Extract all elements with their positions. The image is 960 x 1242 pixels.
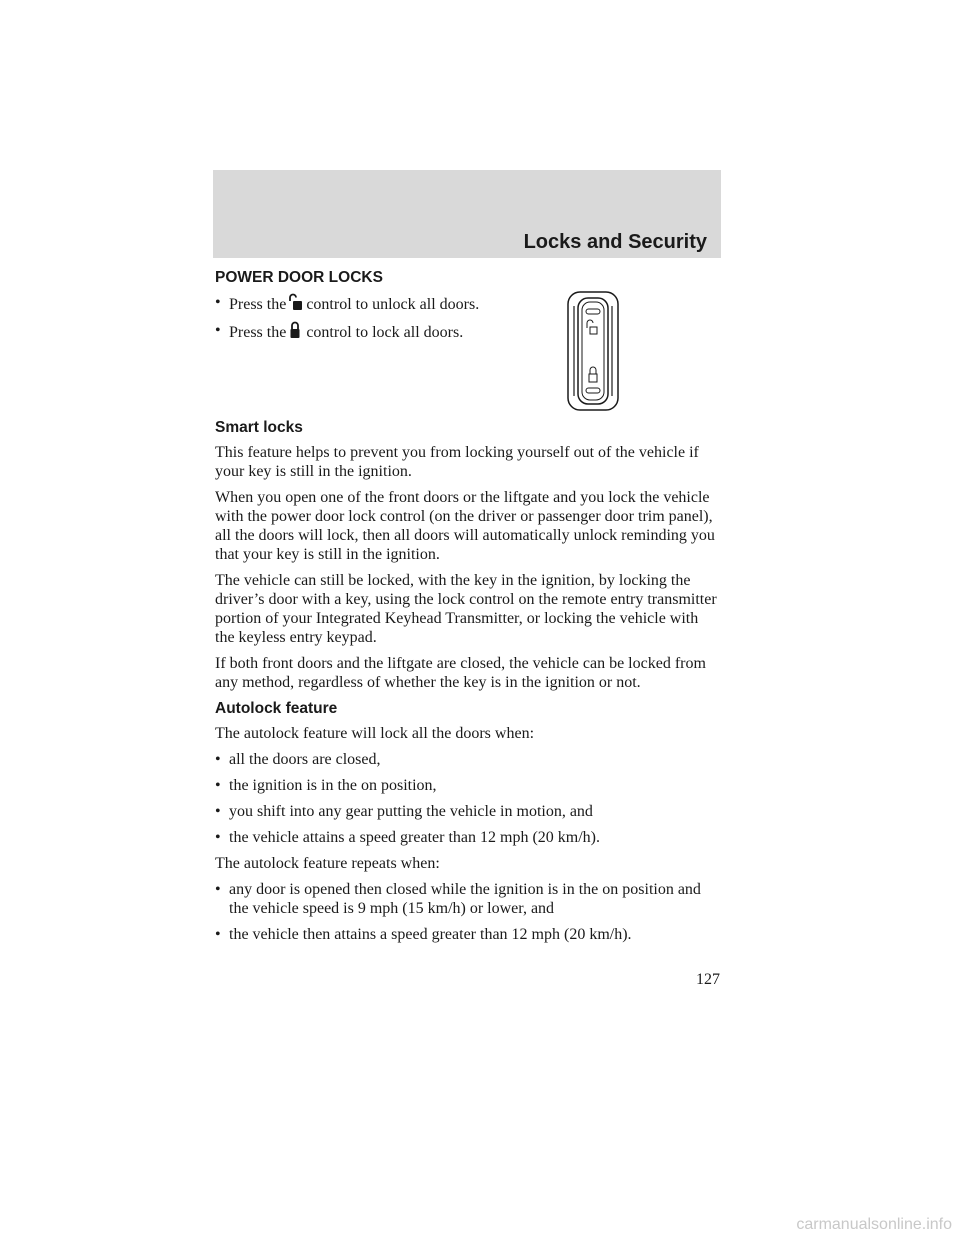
item-text-before: Press the: [229, 296, 287, 313]
section-header: [213, 170, 721, 258]
list-item: • the vehicle then attains a speed greater than 12 mph (20 km/h).: [215, 925, 721, 944]
item-text-after: control to unlock all doors.: [306, 296, 480, 313]
power-door-locks-heading: POWER DOOR LOCKS: [215, 269, 383, 286]
power-door-locks-list: [215, 293, 485, 342]
paragraph: If both front doors and the liftgate are closed, the vehicle can be locked from any method, regardless of whether the key is in the ignition or not.: [215, 655, 706, 691]
paragraph: The vehicle can still be locked, with the key in the ignition, by locking the driver’s door with a key, using the lock control on the remote entry transmitter portion of your Integrated Keyhead Transmitter, or locking the vehicle with the keyless entry keypad.: [215, 572, 717, 646]
autolock-intro: The autolock feature will lock all the doors when:: [215, 725, 535, 742]
lock-icon: [287, 321, 303, 339]
paragraph: This feature helps to prevent you from locking yourself out of the vehicle if your key is still in the ignition.: [215, 444, 699, 480]
smart-locks-section: [215, 418, 721, 692]
list-item: • all the doors are closed,: [215, 750, 721, 769]
unlock-icon: [287, 293, 303, 311]
list-item: • the vehicle attains a speed greater than 12 mph (20 km/h).: [215, 828, 721, 847]
paragraph: When you open one of the front doors or the liftgate and you lock the vehicle with the power door lock control (on the driver or passenger door trim panel), all the doors will lock, then all doors will automatically unlock reminding you that your key is still in the ignition.: [215, 489, 715, 563]
list-item: [215, 321, 485, 342]
page-number: 127: [696, 971, 720, 988]
list-item: • the ignition is in the on position,: [215, 776, 721, 795]
power-door-locks-section: [215, 268, 721, 418]
autolock-heading: Autolock feature: [215, 700, 338, 717]
list-item: • any door is opened then closed while the ignition is in the on position and the vehicle speed is 9 mph (15 km/h) or lower, and: [215, 880, 721, 918]
page-content: [215, 268, 721, 951]
item-text-after: control to lock all doors.: [306, 324, 464, 341]
smart-locks-heading: Smart locks: [215, 419, 303, 436]
autolock-repeat-list: [215, 880, 721, 944]
autolock-conditions-list: [215, 750, 721, 847]
door-lock-switch-icon: [566, 290, 620, 412]
item-text-before: Press the: [229, 324, 287, 341]
autolock-repeat-intro: The autolock feature repeats when:: [215, 855, 440, 872]
autolock-section: [215, 699, 721, 944]
list-item: • you shift into any gear putting the vehicle in motion, and: [215, 802, 721, 821]
list-item: [215, 293, 485, 314]
section-title: Locks and Security: [523, 231, 707, 253]
watermark[interactable]: carmanualsonline.info: [796, 1216, 952, 1233]
